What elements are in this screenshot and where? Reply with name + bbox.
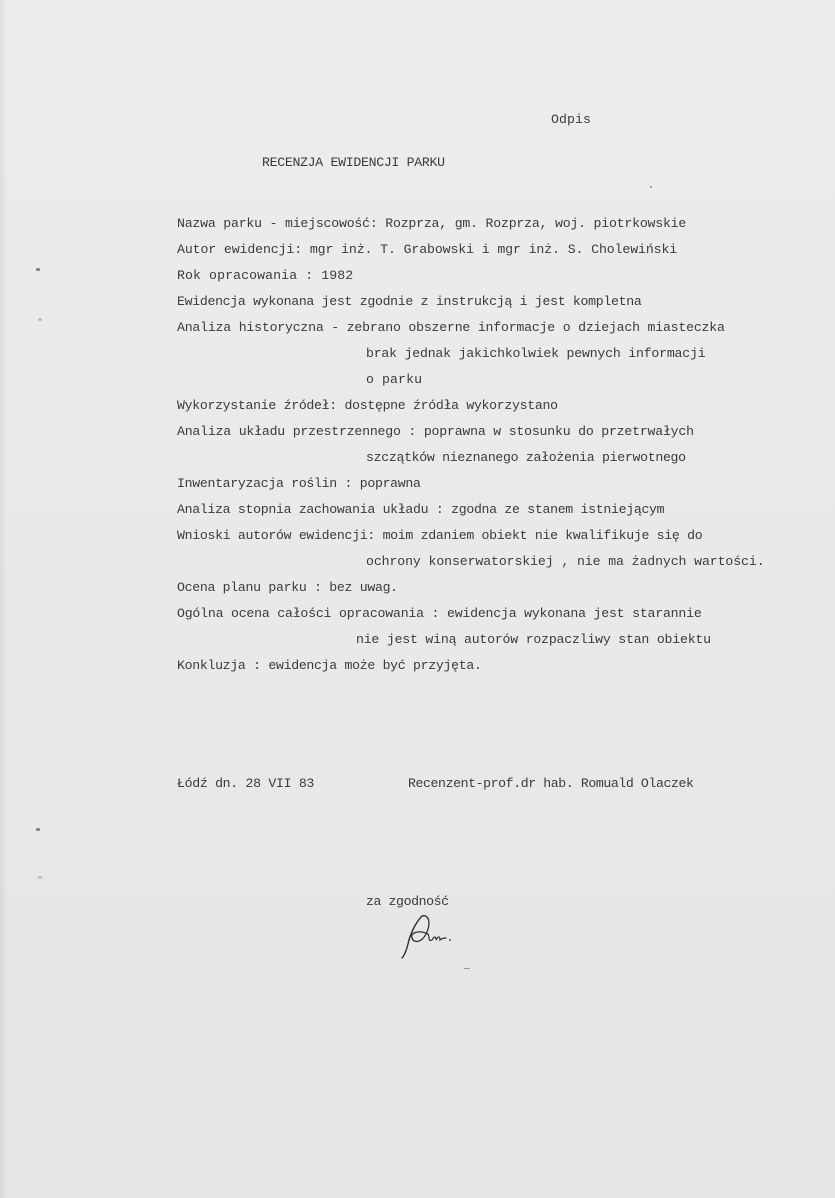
body-line: Ocena planu parku : bez uwag. bbox=[177, 580, 398, 595]
reviewer-signature-line: Recenzent-prof.dr hab. Romuald Olaczek bbox=[408, 776, 694, 791]
body-line: nie jest winą autorów rozpaczliwy stan obiektu bbox=[356, 632, 711, 647]
binder-mark bbox=[36, 268, 40, 271]
body-line: Autor ewidencji: mgr inż. T. Grabowski i mgr inż. S. Cholewiński bbox=[177, 242, 678, 257]
document-title: RECENZJA EWIDENCJI PARKU bbox=[262, 155, 445, 170]
body-line: Nazwa parku - miejscowość: Rozprza, gm. Rozprza, woj. piotrkowskie bbox=[177, 216, 687, 231]
certification-mark: za zgodność bbox=[366, 894, 449, 909]
body-line: o parku bbox=[366, 372, 423, 387]
body-line: Analiza układu przestrzennego : poprawna w stosunku do przetrwałych bbox=[177, 424, 694, 439]
speck bbox=[464, 968, 470, 969]
body-line: brak jednak jakichkolwiek pewnych informacji bbox=[366, 346, 706, 361]
body-line: Analiza stopnia zachowania układu : zgodna ze stanem istniejącym bbox=[177, 502, 665, 517]
body-line: szczątków nieznanego założenia pierwotnego bbox=[366, 450, 686, 465]
body-line: Ewidencja wykonana jest zgodnie z instrukcją i jest kompletna bbox=[177, 294, 642, 309]
binder-mark bbox=[38, 876, 42, 879]
binder-mark bbox=[36, 828, 40, 831]
place-date: Łódź dn. 28 VII 83 bbox=[177, 776, 315, 791]
body-line: Inwentaryzacja roślin : poprawna bbox=[177, 476, 421, 491]
body-line: Ogólna ocena całości opracowania : ewidencja wykonana jest starannie bbox=[177, 606, 702, 621]
body-line: ochrony konserwatorskiej , nie ma żadnych wartości. bbox=[366, 554, 765, 569]
handwritten-signature bbox=[398, 908, 458, 960]
page-edge-shadow bbox=[0, 0, 8, 1198]
copy-mark: Odpis bbox=[551, 112, 592, 127]
speck bbox=[650, 186, 652, 188]
body-line: Wykorzystanie źródeł: dostępne źródła wykorzystano bbox=[177, 398, 558, 413]
body-line: Konkluzja : ewidencja może być przyjęta. bbox=[177, 658, 482, 673]
body-line: Wnioski autorów ewidencji: moim zdaniem obiekt nie kwalifikuje się do bbox=[177, 528, 703, 543]
binder-mark bbox=[38, 318, 42, 321]
body-line: Rok opracowania : 1982 bbox=[177, 268, 354, 283]
body-line: Analiza historyczna - zebrano obszerne informacje o dziejach miasteczka bbox=[177, 320, 725, 335]
